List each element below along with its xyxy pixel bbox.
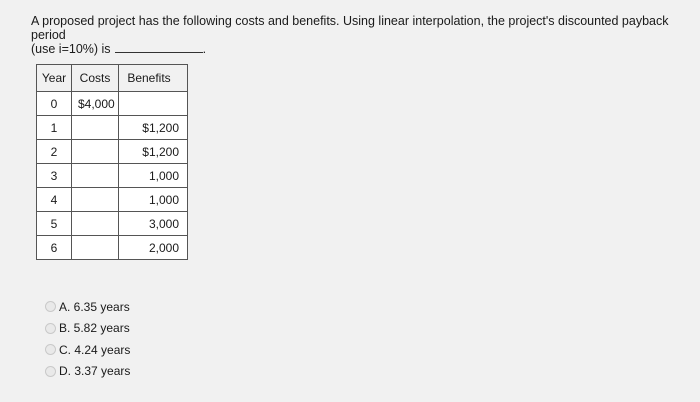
question-line-2-text: (use i=10%) is — [31, 42, 111, 56]
option-c[interactable] — [45, 339, 130, 361]
option-d[interactable] — [45, 361, 130, 383]
option-label: D. 3.37 years — [59, 364, 131, 379]
table-row — [37, 92, 188, 116]
option-label: C. 4.24 years — [59, 342, 131, 357]
cell-year: 3 — [37, 164, 72, 188]
question-line-1: A proposed project has the following costs and benefits. Using linear interpolation, the project's discounted payback period — [31, 14, 669, 42]
table-header-row — [37, 65, 188, 92]
option-a[interactable] — [45, 296, 130, 318]
cell-cost — [72, 140, 119, 164]
table-row — [37, 116, 188, 140]
header-year: Year — [37, 65, 72, 92]
cell-year: 1 — [37, 116, 72, 140]
header-costs: Costs — [72, 65, 119, 92]
cell-year: 5 — [37, 212, 72, 236]
cell-cost — [72, 116, 119, 140]
cell-year: 2 — [37, 140, 72, 164]
answer-blank — [115, 42, 203, 53]
table-row — [37, 140, 188, 164]
radio-button[interactable] — [45, 344, 56, 355]
radio-button[interactable] — [45, 323, 56, 334]
header-benefits: Benefits — [119, 65, 188, 92]
option-b[interactable] — [45, 318, 130, 340]
table-row — [37, 164, 188, 188]
cell-year: 0 — [37, 92, 72, 116]
cell-benefit: 1,000 — [119, 164, 188, 188]
radio-button[interactable] — [45, 366, 56, 377]
table-row — [37, 212, 188, 236]
cell-cost — [72, 188, 119, 212]
cell-year: 6 — [37, 236, 72, 260]
cell-benefit: $1,200 — [119, 116, 188, 140]
cell-cost — [72, 164, 119, 188]
cell-benefit: 3,000 — [119, 212, 188, 236]
cell-cost — [72, 212, 119, 236]
radio-button[interactable] — [45, 301, 56, 312]
option-label: A. 6.35 years — [59, 299, 130, 314]
cell-benefit: 1,000 — [119, 188, 188, 212]
answer-options — [45, 296, 130, 382]
table-row — [37, 236, 188, 260]
cell-year: 4 — [37, 188, 72, 212]
question-text — [31, 14, 691, 56]
option-label: B. 5.82 years — [59, 321, 130, 336]
cell-benefit — [119, 92, 188, 116]
question-line-2-end: . — [202, 42, 207, 56]
cost-benefit-table — [36, 64, 188, 260]
cell-cost: $4,000 — [72, 92, 119, 116]
question-line-2 — [31, 42, 691, 56]
cell-benefit: $1,200 — [119, 140, 188, 164]
cell-benefit: 2,000 — [119, 236, 188, 260]
cell-cost — [72, 236, 119, 260]
table-row — [37, 188, 188, 212]
